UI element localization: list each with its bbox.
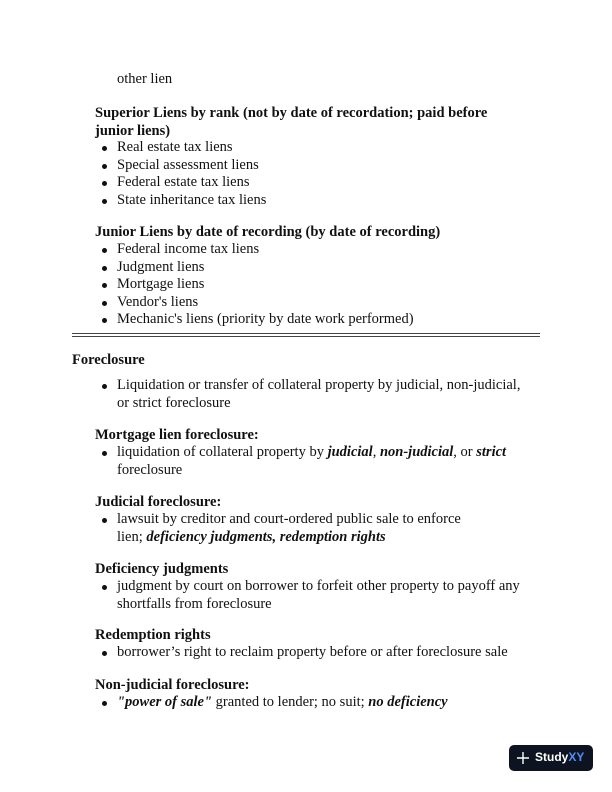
- non-judicial-term: non-judicial: [379, 444, 454, 460]
- superior-liens-heading: [95, 105, 487, 140]
- judicial-term: judicial: [327, 444, 373, 460]
- list-item: Mortgage liens: [95, 276, 414, 294]
- foreclosure-list: [95, 377, 520, 412]
- list-item: Federal income tax liens: [95, 241, 414, 259]
- no-deficiency-term: no deficiency: [368, 694, 448, 710]
- mortgage-lien-list: [95, 444, 506, 479]
- foreclosure-item-line2: or strict foreclosure: [117, 394, 231, 411]
- strict-term: strict: [476, 444, 507, 460]
- list-item: State inheritance tax liens: [95, 192, 266, 210]
- deficiency-judgments-list: [95, 578, 520, 613]
- judicial-item-lien: lien;: [117, 528, 147, 545]
- judicial-item-emphasis: deficiency judgments, redemption rights: [146, 528, 386, 545]
- judicial-foreclosure-heading: Judicial foreclosure:: [95, 494, 222, 510]
- power-of-sale-term: "power of sale": [117, 694, 213, 710]
- superior-heading-line2: junior liens): [95, 122, 171, 139]
- superior-liens-list: [95, 139, 266, 209]
- list-item: Mechanic's liens (priority by date work performed): [95, 311, 414, 329]
- non-judicial-foreclosure-list: [95, 694, 448, 712]
- list-item: Special assessment liens: [95, 157, 266, 175]
- studyxy-logo: [509, 745, 593, 771]
- foreclosure-heading: Foreclosure: [72, 352, 145, 368]
- plus-icon: [516, 751, 530, 765]
- redemption-rights-list: [95, 644, 508, 662]
- junior-liens-list: [95, 241, 414, 329]
- judicial-foreclosure-list: [95, 511, 461, 546]
- junior-liens-heading: Junior Liens by date of recording (by date of recording): [95, 224, 441, 240]
- list-item: Judgment liens: [95, 259, 414, 277]
- mortgage-item-line1: [117, 444, 506, 462]
- list-item: [95, 511, 461, 546]
- list-item: [95, 377, 520, 412]
- mortgage-item-line2: foreclosure: [117, 461, 183, 478]
- list-item: Vendor's liens: [95, 294, 414, 312]
- list-item: Real estate tax liens: [95, 139, 266, 157]
- logo-text-xy: XY: [568, 750, 585, 765]
- mortgage-item-text: liquidation of collateral property by: [117, 444, 328, 460]
- list-item: [95, 694, 448, 712]
- superior-heading-line1: Superior Liens by rank (not by date of recordation; paid before: [95, 105, 488, 121]
- or-separator: , or: [453, 444, 477, 460]
- mortgage-lien-heading: Mortgage lien foreclosure:: [95, 427, 259, 443]
- comma-separator: ,: [372, 444, 380, 460]
- non-judicial-item-text: granted to lender; no suit;: [212, 694, 369, 710]
- logo-text-study: Study: [535, 750, 569, 765]
- deficiency-item-line2: shortfalls from foreclosure: [117, 595, 272, 612]
- deficiency-item-line1: judgment by court on borrower to forfeit other property to payoff any: [117, 578, 520, 594]
- redemption-rights-heading: Redemption rights: [95, 627, 211, 643]
- list-item: Federal estate tax liens: [95, 174, 266, 192]
- judicial-item-line1: lawsuit by creditor and court-ordered public sale to enforce: [117, 511, 461, 527]
- section-divider: [72, 333, 540, 337]
- list-item: [95, 444, 506, 479]
- deficiency-judgments-heading: Deficiency judgments: [95, 561, 229, 577]
- non-judicial-foreclosure-heading: Non-judicial foreclosure:: [95, 677, 250, 693]
- foreclosure-item-line1: Liquidation or transfer of collateral property by judicial, non-judicial,: [117, 377, 521, 393]
- continuation-text: other lien: [117, 71, 173, 87]
- list-item: [95, 578, 520, 613]
- judicial-item-line2: [117, 529, 461, 547]
- list-item: borrower’s right to reclaim property before or after foreclosure sale: [95, 644, 508, 662]
